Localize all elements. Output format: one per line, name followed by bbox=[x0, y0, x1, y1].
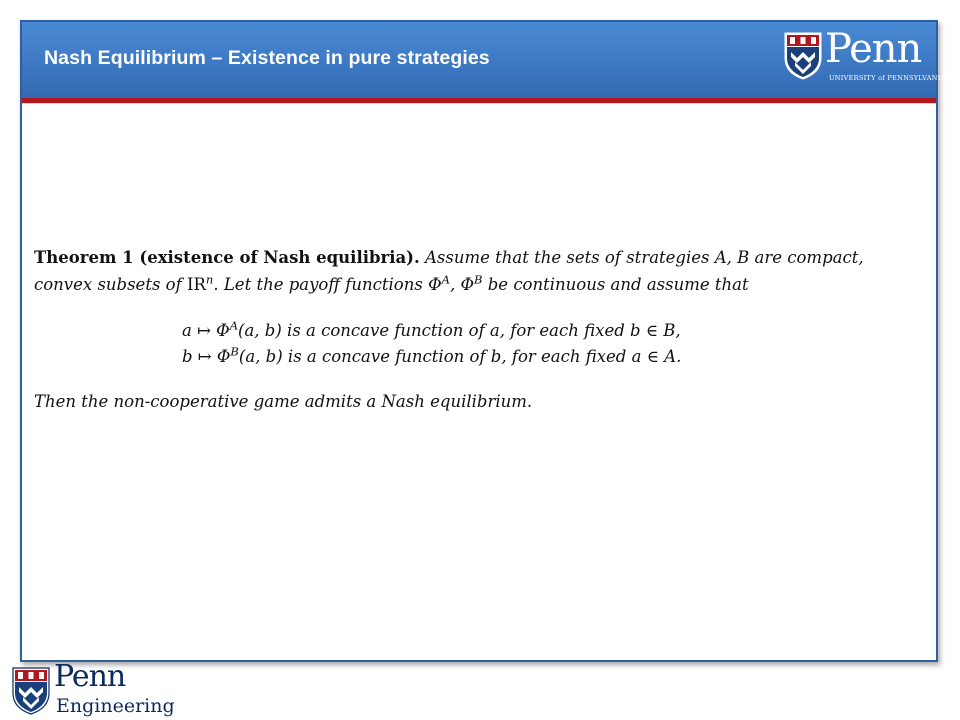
condition-a-superscript: A bbox=[229, 318, 239, 333]
title-divider-shadow bbox=[22, 103, 936, 104]
penn-shield-icon bbox=[784, 32, 822, 80]
theorem-text-3: be continuous and assume that bbox=[482, 275, 749, 294]
penn-eng-subtitle: Engineering bbox=[56, 695, 175, 717]
concavity-conditions bbox=[182, 318, 681, 370]
penn-eng-wordmark: Penn bbox=[54, 659, 126, 694]
theorem-heading: Theorem 1 (existence of Nash equilibria). bbox=[34, 248, 420, 267]
penn-logo bbox=[784, 26, 946, 86]
condition-b-text: (a, b) is a concave function of b, for each fixed a ∈ A. bbox=[238, 347, 682, 366]
slide-frame bbox=[20, 20, 946, 662]
theorem-text-1: Assume that the sets of strategies A, B are compact, convex subsets of bbox=[34, 248, 864, 294]
condition-b bbox=[182, 344, 681, 370]
title-bar bbox=[22, 22, 946, 98]
theorem-conclusion: Then the non-cooperative game admits a Nash equilibrium. bbox=[34, 392, 533, 411]
theorem-text-2: . Let the payoff functions Φ bbox=[213, 275, 442, 294]
phi-b-superscript: B bbox=[474, 272, 483, 287]
rn-exponent: n bbox=[205, 272, 214, 287]
theorem-statement bbox=[34, 244, 914, 298]
penn-engineering-logo bbox=[12, 659, 175, 719]
condition-a-text: (a, b) is a concave function of a, for each fixed b ∈ B, bbox=[238, 321, 681, 340]
penn-wordmark: Penn bbox=[825, 26, 922, 72]
penn-shield-icon bbox=[12, 667, 50, 715]
condition-b-map: b ↦ Φ bbox=[182, 347, 231, 366]
phi-a-superscript: A bbox=[441, 272, 450, 287]
phi-comma: , Φ bbox=[449, 275, 474, 294]
condition-a-map: a ↦ Φ bbox=[182, 321, 230, 340]
slide-title: Nash Equilibrium – Existence in pure strategies bbox=[44, 47, 490, 69]
condition-a bbox=[182, 318, 681, 344]
penn-subtitle: UNIVERSITY of PENNSYLVANIA bbox=[829, 74, 946, 82]
real-numbers-symbol: IR bbox=[186, 275, 206, 294]
condition-b-superscript: B bbox=[230, 344, 239, 359]
